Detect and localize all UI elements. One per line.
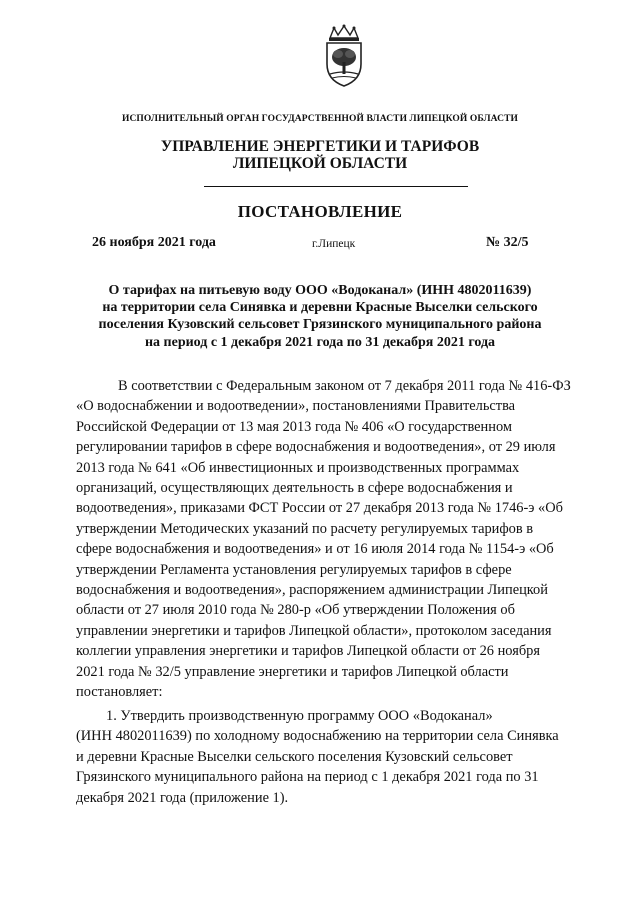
coat-of-arms-icon	[320, 24, 368, 88]
body-line: Российской Федерации от 13 мая 2013 года № 406 «О государственном	[76, 418, 512, 435]
document-date: 26 ноября 2021 года	[92, 235, 216, 250]
department-title-line: УПРАВЛЕНИЕ ЭНЕРГЕТИКИ И ТАРИФОВ	[160, 138, 480, 155]
body-line: утверждении Методических указаний по расчету регулируемых тарифов в	[76, 520, 534, 537]
body-line: Грязинского муниципального района на период с 1 декабря 2021 года по 31	[76, 769, 539, 786]
department-title-line: ЛИПЕЦКОЙ ОБЛАСТИ	[232, 155, 408, 172]
subject-line: О тарифах на питьевую воду ООО «Водоканал» (ИНН 4802011639)	[108, 283, 532, 298]
document-city: г.Липецк	[312, 238, 356, 250]
body-line: области от 27 июля 2010 года № 280-р «Об утверждении Положения об	[76, 602, 515, 619]
header-divider	[204, 186, 468, 187]
document-subject	[60, 282, 580, 351]
subject-line: на территории села Синявка и деревни Красные Выселки сельского	[102, 300, 538, 316]
body-line: организаций, осуществляющих деятельность в сфере водоснабжения и	[76, 480, 513, 497]
department-title	[0, 138, 640, 172]
body-line: и деревни Красные Выселки сельского поселения Кузовский сельсовет	[76, 748, 513, 765]
body-line: В соответствии с Федеральным законом от 7 декабря 2011 года № 416-ФЗ	[118, 378, 571, 394]
body-line: декабря 2021 года (приложение 1).	[76, 789, 289, 806]
body-line: постановляет:	[76, 684, 163, 701]
body-line: сфере водоснабжения и водоотведения» и от 16 июля 2014 года № 1154-э «Об	[76, 541, 554, 558]
document-number: № 32/5	[486, 235, 529, 250]
subject-line: на период с 1 декабря 2021 года по 31 декабря 2021 года	[144, 334, 496, 350]
body-line: утверждении Регламента установления регулируемых тарифов в сфере	[76, 561, 512, 578]
body-line: 2013 года № 641 «Об инвестиционных и производственных программах	[76, 459, 520, 476]
body-line: 1. Утвердить производственную программу ООО «Водоканал»	[106, 708, 493, 724]
body-line: водоотведения», приказами ФСТ России от 27 декабря 2013 года № 1746-э «Об	[76, 500, 563, 517]
subject-line: поселения Кузовский сельсовет Грязинского муниципального района	[98, 317, 542, 333]
issuing-organization: ИСПОЛНИТЕЛЬНЫЙ ОРГАН ГОСУДАРСТВЕННОЙ ВЛАСТИ ЛИПЕЦКОЙ ОБЛАСТИ	[121, 114, 519, 124]
body-line: 2021 года № 32/5 управление энергетики и тарифов Липецкой области	[76, 663, 509, 680]
body-line: (ИНН 4802011639) по холодному водоснабжению на территории села Синявка	[76, 728, 559, 745]
body-line: коллегии управления энергетики и тарифов Липецкой области от 26 ноября	[76, 643, 540, 660]
clause-1-paragraph	[76, 706, 596, 808]
body-line: водоснабжения и водоотведения», распоряжением администрации Липецкой	[76, 582, 548, 599]
document-type: ПОСТАНОВЛЕНИЕ	[237, 202, 403, 221]
body-line: регулировании тарифов в сфере водоснабжения и водоотведения», от 29 июля	[76, 439, 556, 456]
body-line: «О водоснабжении и водоотведении», постановлениями Правительства	[76, 398, 516, 415]
body-line: управлении энергетики и тарифов Липецкой области», протоколом заседания	[76, 622, 552, 639]
preamble-paragraph	[76, 376, 596, 703]
